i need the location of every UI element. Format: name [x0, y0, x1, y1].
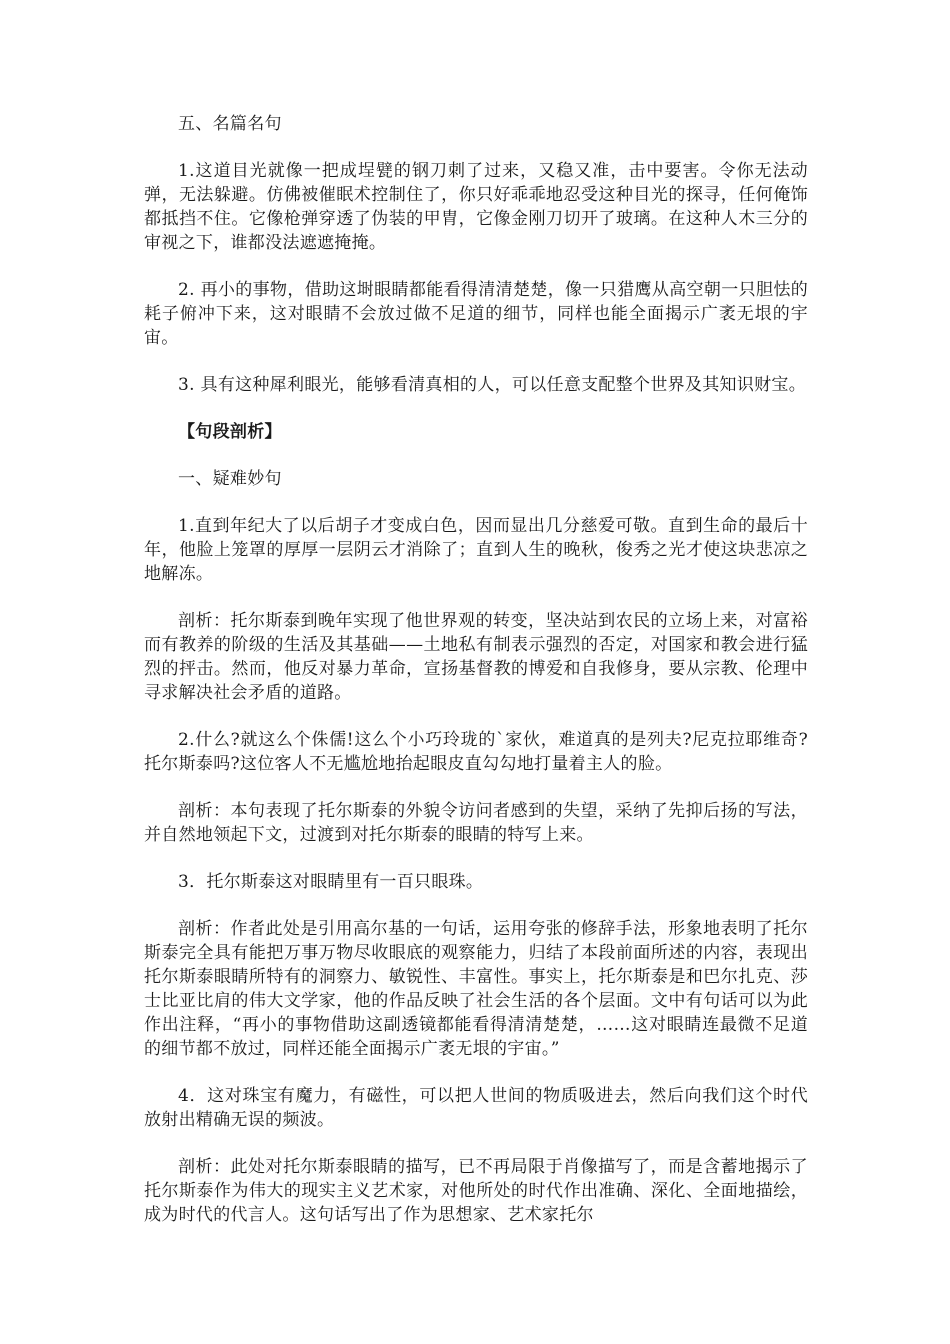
quote-paragraph-2: 2. 再小的事物，借助这埘眼睛都能看得清清楚楚，像一只猎鹰从高空朝一只胆怯的耗子俯冲下来，这对眼睛不会放过做不足道的细节，同样也能全面揭示广袤无垠的宇宙。: [144, 280, 808, 348]
analysis-paragraph-2: 剖析：托尔斯泰到晚年实现了他世界观的转变，坚决站到农民的立场上来，对富裕而有教养的阶级的生活及其基础——土地私有制表示强烈的否定，对国家和教会进行猛烈的抨击。然而，他反对暴力革命，宣扬基督教的博爱和自我修身，要从宗教、伦理中寻求解决社会矛盾的道路。: [144, 611, 808, 703]
analysis-paragraph-7: 4．这对珠宝有魔力，有磁性，可以把人世间的物质吸进去，然后向我们这个时代放射出精确无误的频波。: [144, 1086, 808, 1130]
analysis-paragraph-8: 剖析：此处对托尔斯泰眼睛的描写，已不再局限于肖像描写了，而是含蓄地揭示了托尔斯泰作为伟大的现实主义艺术家，对他所处的时代作出准确、深化、全面地描绘，成为时代的代言人。这句话写出了作为思想家、艺术家托尔: [144, 1157, 808, 1225]
analysis-paragraph-5: 3．托尔斯泰这对眼睛里有一百只眼珠。: [178, 872, 484, 892]
quote-paragraph-3: 3. 具有这种犀利眼光，能够看清真相的人，可以任意支配整个世界及其知识财宝。: [178, 375, 807, 395]
analysis-paragraph-1: 1.直到年纪大了以后胡子才变成白色，因而显出几分慈爱可敬。直到生命的最后十年，他脸上笼罩的厚厚一层阴云才消除了；直到人生的晚秋，俊秀之光才使这块悲凉之地解冻。: [144, 516, 808, 584]
document-page: [144, 112, 808, 1250]
analysis-paragraph-3: 2.什么?就这么个侏儒!这么个小巧玲珑的`家伙，难道真的是列夫?尼克拉耶维奇?托尔斯泰吗?这位客人不无尴尬地抬起眼皮直勾勾地打量着主人的脸。: [144, 730, 808, 774]
analysis-paragraph-4: 剖析：本句表现了托尔斯泰的外貌令访问者感到的失望，采纳了先抑后扬的写法，并自然地领起下文，过渡到对托尔斯泰的眼睛的特写上来。: [144, 801, 808, 845]
section-heading-famous-quotes: 五、名篇名句: [178, 114, 282, 134]
section-heading-analysis: 【句段剖析】: [178, 422, 282, 442]
subheading-difficult-sentences: 一、疑难妙句: [178, 469, 282, 489]
analysis-paragraph-6: 剖析：作者此处是引用高尔基的一句话，运用夸张的修辞手法，形象地表明了托尔斯泰完全具有能把万事万物尽收眼底的观察能力，归结了本段前面所述的内容，表现出托尔斯泰眼睛所特有的洞察力、敏锐性、丰富性。事实上，托尔斯泰是和巴尔扎克、莎士比亚比肩的伟大文学家，他的作品反映了社会生活的各个层面。文中有句话可以为此作出注释，“再小的事物借助这副透镜都能看得清清楚楚，……这对眼睛连最微不足道的细节都不放过，同样还能全面揭示广袤无垠的宇宙。”: [144, 919, 808, 1059]
quote-paragraph-1: 1.这道目光就像一把成埕甓的钢刀刺了过来，又稳又准，击中要害。令你无法动弹，无法躲避。仿佛被催眠术控制住了，你只好乖乖地忍受这种目光的探寻，任何俺饰都抵挡不住。它像枪弹穿透了伪装的甲胄，它像金刚刀切开了玻璃。在这种人木三分的审视之下，谁都没法遮遮掩掩。: [144, 161, 808, 253]
